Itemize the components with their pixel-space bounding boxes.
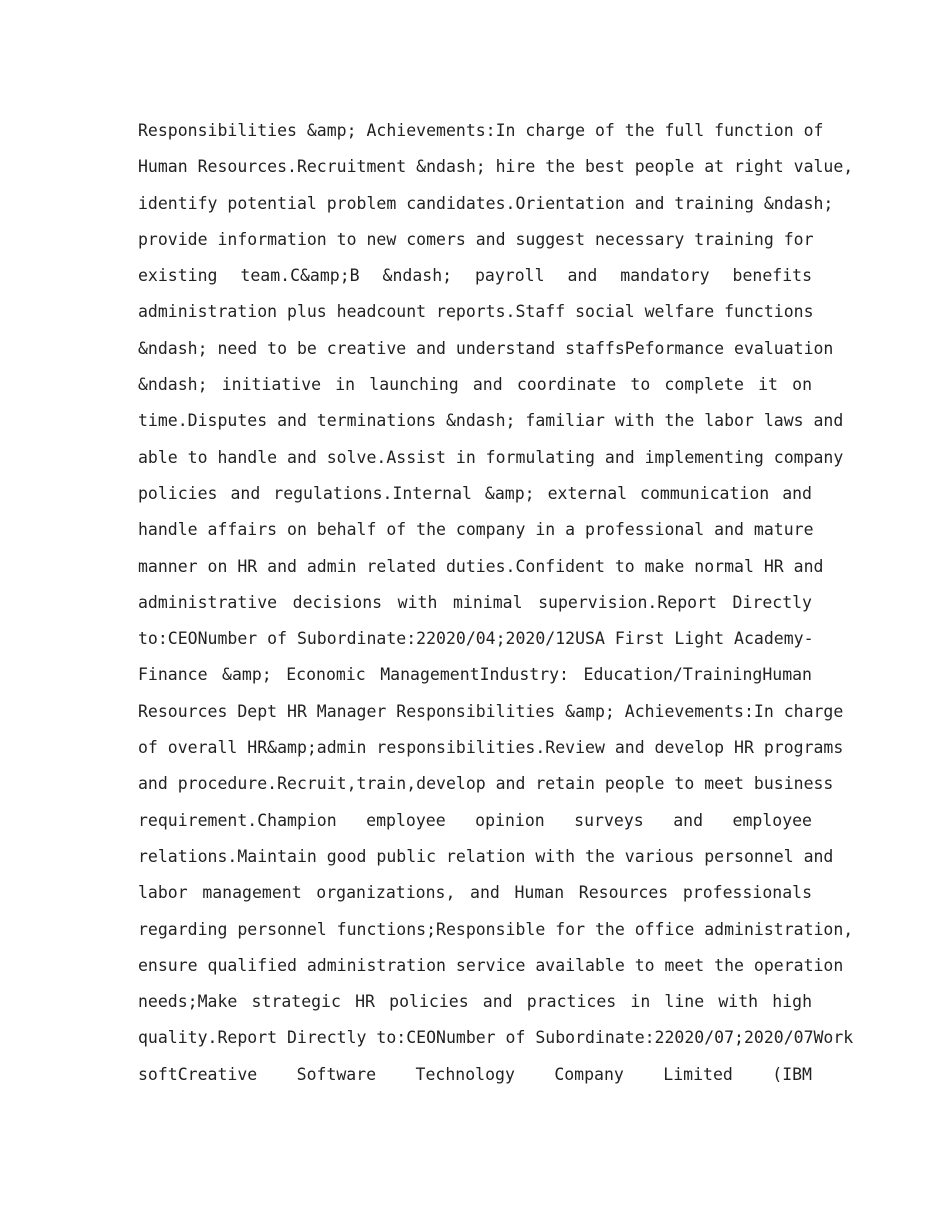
text-line: softCreative Software Technology Company Limited (IBM — [138, 1064, 812, 1084]
text-line: handle affairs on behalf of the company in a professional and mature — [138, 520, 814, 540]
text-line: identify potential problem candidates.Orientation and training &ndash; — [138, 193, 834, 213]
text-line: Finance &amp; Economic ManagementIndustry: Education/TrainingHuman — [138, 665, 812, 685]
text-line: policies and regulations.Internal &amp; external communication and — [138, 483, 812, 503]
text-line: &ndash; need to be creative and understand staffsPeformance evaluation — [138, 338, 834, 358]
text-line: ensure qualified administration service available to meet the operation — [138, 955, 844, 975]
text-line: manner on HR and admin related duties.Confident to make normal HR and — [138, 556, 824, 576]
text-line: &ndash; initiative in launching and coordinate to complete it on — [138, 375, 812, 395]
text-line: to:CEONumber of Subordinate:22020/04;2020/12USA First Light Academy- — [138, 629, 814, 649]
resume-body-text — [138, 113, 854, 1093]
text-line: existing team.C&amp;B &ndash; payroll and mandatory benefits — [138, 266, 812, 286]
text-line: Resources Dept HR Manager Responsibilities &amp; Achievements:In charge — [138, 701, 844, 721]
text-line: of overall HR&amp;admin responsibilities.Review and develop HR programs — [138, 738, 844, 758]
text-line: needs;Make strategic HR policies and practices in line with high — [138, 992, 812, 1012]
text-line: administration plus headcount reports.Staff social welfare functions — [138, 302, 814, 322]
text-line: provide information to new comers and suggest necessary training for — [138, 229, 814, 249]
text-line: time.Disputes and terminations &ndash; familiar with the labor laws and — [138, 411, 844, 431]
text-line: administrative decisions with minimal supervision.Report Directly — [138, 592, 812, 612]
text-line: quality.Report Directly to:CEONumber of Subordinate:22020/07;2020/07Work — [138, 1028, 854, 1048]
text-line: and procedure.Recruit,train,develop and retain people to meet business — [138, 774, 834, 794]
text-line: regarding personnel functions;Responsible for the office administration, — [138, 919, 854, 939]
text-line: Responsibilities &amp; Achievements:In charge of the full function of — [138, 121, 824, 140]
text-line: able to handle and solve.Assist in formulating and implementing company — [138, 447, 844, 467]
text-line: Human Resources.Recruitment &ndash; hire the best people at right value, — [138, 157, 854, 177]
text-line: relations.Maintain good public relation with the various personnel and — [138, 846, 834, 866]
text-line: requirement.Champion employee opinion surveys and employee — [138, 810, 812, 830]
text-line: labor management organizations, and Human Resources professionals — [138, 883, 812, 903]
